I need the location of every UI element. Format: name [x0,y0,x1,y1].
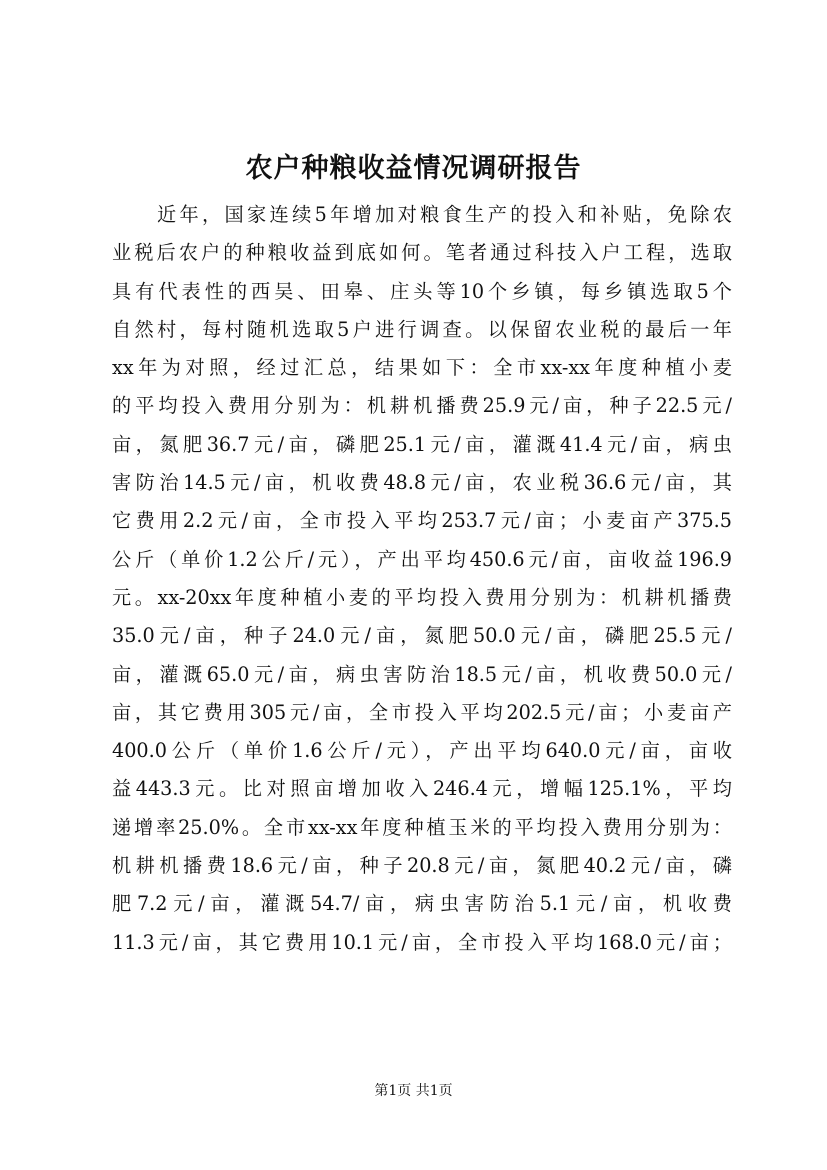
paragraph-line: 机耕机播费18.6元/亩，种子20.8元/亩，氮肥40.2元/亩，磷 [112,854,732,878]
paragraph-line: 肥7.2元/亩，灌溉54.7/亩，病虫害防治5.1元/亩，机收费 [112,892,732,916]
paragraph-line: 近年，国家连续5年增加对粮食生产的投入和补贴，免除农 [157,203,732,226]
paragraph-line: 递增率25.0%。全市xx-xx年度种植玉米的平均投入费用分别为： [112,815,732,839]
paragraph-line: 它费用2.2元/亩，全市投入平均253.7元/亩；小麦亩产375.5 [112,509,732,533]
paragraph-line: 亩，氮肥36.7元/亩，磷肥25.1元/亩，灌溉41.4元/亩，病虫 [112,432,732,456]
paragraph-line: 亩，灌溉65.0元/亩，病虫害防治18.5元/亩，机收费50.0元/ [112,662,732,686]
document-title: 农户种粮收益情况调研报告 [245,153,582,184]
paragraph-line: 公斤（单价1.2公斤/元），产出平均450.6元/亩，亩收益196.9 [112,547,732,571]
paragraph-line: 益443.3元。比对照亩增加收入246.4元，增幅125.1%，平均 [112,777,732,801]
paragraph-line: 自然村，每村随机选取5户进行调查。以保留农业税的最后一年 [112,317,732,341]
paragraph-line: 的平均投入费用分别为：机耕机播费25.9元/亩，种子22.5元/ [112,394,732,418]
paragraph-line: xx年为对照，经过汇总，结果如下：全市xx-xx年度种植小麦 [112,356,732,380]
paragraph-line: 亩，其它费用305元/亩，全市投入平均202.5元/亩；小麦亩产 [112,700,732,724]
paragraph-line: 400.0公斤（单价1.6公斤/元），产出平均640.0元/亩，亩收 [112,739,732,763]
paragraph-line: 业税后农户的种粮收益到底如何。笔者通过科技入户工程，选取 [112,241,732,265]
paragraph-line: 11.3元/亩，其它费用10.1元/亩，全市投入平均168.0元/亩； [112,930,732,954]
paragraph-line: 害防治14.5元/亩，机收费48.8元/亩，农业税36.6元/亩，其 [112,471,732,495]
page-footer: 第1页 共1页 [374,1083,453,1099]
body-paragraph [112,196,732,962]
paragraph-line: 元。xx-20xx年度种植小麦的平均投入费用分别为：机耕机播费 [112,585,732,609]
paragraph-line: 35.0元/亩，种子24.0元/亩，氮肥50.0元/亩，磷肥25.5元/ [112,624,732,648]
paragraph-line: 具有代表性的西吴、田皋、庄头等10个乡镇，每乡镇选取5个 [112,279,732,303]
